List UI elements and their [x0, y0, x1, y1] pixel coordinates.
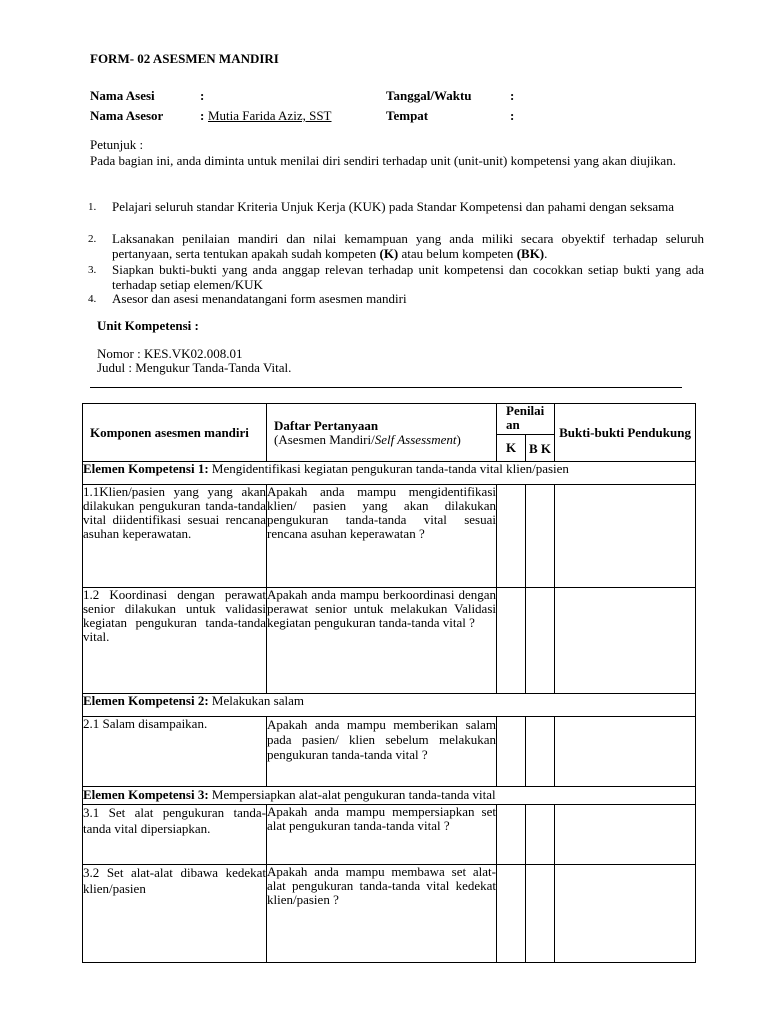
criterion-cell: 2.1 Salam disampaikan.: [83, 717, 267, 787]
unit-kompetensi-label: Unit Kompetensi :: [97, 318, 199, 333]
bukti-cell[interactable]: [555, 717, 696, 787]
table-row: [83, 588, 696, 694]
bk-checkbox-cell[interactable]: [526, 485, 555, 588]
question-cell: Apakah anda mampu berkoordinasi dengan perawat senior untuk melakukan Validasi kegiatan pengukuran tanda-tanda vital ?: [267, 588, 497, 694]
bk-checkbox-cell[interactable]: [526, 865, 555, 963]
element-label: Elemen Kompetensi 3:: [83, 787, 209, 802]
petunjuk-label: Petunjuk :: [90, 137, 144, 152]
table-row: [83, 717, 696, 787]
header-daftar-sub-b: ): [456, 431, 461, 447]
divider-line: [90, 387, 682, 388]
header-daftar-sub-italic: Self Assessment: [374, 431, 457, 447]
header-komponen: Komponen asesmen mandiri: [83, 404, 267, 462]
bukti-cell[interactable]: [555, 485, 696, 588]
nama-asesor-value[interactable]: Mutia Farida Aziz, SST: [208, 108, 332, 123]
table-row: [83, 865, 696, 963]
header-daftar-sub-a: (Asesmen Mandiri/: [274, 431, 375, 447]
bk-checkbox-cell[interactable]: [526, 588, 555, 694]
tanggal-label: Tanggal/Waktu: [386, 88, 472, 103]
k-checkbox-cell[interactable]: [497, 717, 526, 787]
header-bk: B K: [526, 435, 555, 462]
k-checkbox-cell[interactable]: [497, 588, 526, 694]
nama-asesi-colon: :: [200, 88, 205, 103]
tempat-colon: :: [510, 108, 515, 123]
instruction-text: [112, 231, 704, 261]
element-label: Elemen Kompetensi 2:: [83, 693, 209, 708]
nama-asesor-colon: :: [200, 108, 205, 123]
instruction-number: 2.: [88, 233, 97, 245]
criterion-cell: 3.1 Set alat pengukuran tanda-tanda vital dipersiapkan.: [83, 805, 267, 865]
table-row: [83, 485, 696, 588]
table-header-row: [83, 404, 696, 435]
element-row: [83, 462, 696, 485]
element-title: [83, 694, 696, 717]
question-cell: Apakah anda mampu membawa set alat-alat pengukuran tanda-tanda vital kedekat klien/pasien ?: [267, 865, 497, 963]
bk-checkbox-cell[interactable]: [526, 805, 555, 865]
bk-checkbox-cell[interactable]: [526, 717, 555, 787]
question-cell: Apakah anda mampu mempersiapkan set alat pengukuran tanda-tanda vital ?: [267, 805, 497, 865]
element-text: Mengidentifikasi kegiatan pengukuran tanda-tanda vital klien/pasien: [208, 461, 569, 476]
instruction-text-part: .: [544, 246, 548, 261]
element-text: Mempersiapkan alat-alat pengukuran tanda-tanda vital: [208, 787, 496, 802]
nama-asesi-label: Nama Asesi: [90, 88, 155, 103]
belum-kompeten-code: (BK): [516, 246, 545, 261]
unit-judul: Judul : Mengukur Tanda-Tanda Vital.: [97, 360, 292, 375]
instruction-text: Pelajari seluruh standar Kriteria Unjuk Kerja (KUK) pada Standar Kompetensi dan pahami dengan seksama: [112, 199, 675, 214]
instruction-number: 1.: [88, 201, 97, 213]
header-bukti: Bukti-bukti Pendukung: [555, 404, 696, 462]
table-row: [83, 805, 696, 865]
bukti-cell[interactable]: [555, 588, 696, 694]
bukti-cell[interactable]: [555, 805, 696, 865]
unit-nomor: Nomor : KES.VK02.008.01: [97, 346, 243, 361]
element-title: [83, 787, 696, 805]
header-k: K: [497, 435, 526, 462]
assessment-table: [82, 403, 696, 963]
instruction-text-part: Laksanakan penilaian mandiri dan nilai kemampuan yang anda miliki secara obyektif terhadap seluruh pertanyaan, serta tentukan apakah sudah kompeten: [112, 231, 704, 261]
element-title: [83, 462, 696, 485]
nama-asesor-label: Nama Asesor: [90, 108, 164, 123]
instruction-text: Siapkan bukti-bukti yang anda anggap relevan terhadap unit kompetensi dan cocokkan setiap bukti yang ada terhadap setiap elemen/KUK: [112, 262, 704, 292]
instruction-text: Asesor dan asesi menandatangani form asesmen mandiri: [112, 291, 407, 306]
bukti-cell[interactable]: [555, 865, 696, 963]
element-text: Melakukan salam: [208, 693, 304, 708]
element-label: Elemen Kompetensi 1:: [83, 461, 209, 476]
criterion-cell: 1.1Klien/pasien yang yang akan dilakukan pengukuran tanda-tanda vital diidentifikasi sesuai rencana asuhan keperawatan.: [83, 485, 267, 588]
k-checkbox-cell[interactable]: [497, 805, 526, 865]
kompeten-code: (K): [379, 246, 399, 261]
criterion-cell: 1.2 Koordinasi dengan perawat senior dilakukan untuk validasi kegiatan pengukuran tanda-tanda vital.: [83, 588, 267, 694]
instruction-number: 3.: [88, 264, 97, 276]
header-daftar-pertanyaan: [267, 404, 497, 462]
element-row: [83, 787, 696, 805]
k-checkbox-cell[interactable]: [497, 865, 526, 963]
header-penilaian: Penilai an: [497, 404, 555, 435]
question-cell: Apakah anda mampu mengidentifikasi klien/ pasien yang akan dilakukan pengukuran tanda-tanda vital sesuai rencana asuhan keperawatan ?: [267, 485, 497, 588]
criterion-cell: 3.2 Set alat-alat dibawa kedekat klien/pasien: [83, 865, 267, 963]
instruction-text-part: atau belum kompeten: [398, 246, 517, 261]
header-daftar-sub: [274, 433, 496, 447]
form-title: FORM- 02 ASESMEN MANDIRI: [90, 51, 279, 66]
k-checkbox-cell[interactable]: [497, 485, 526, 588]
instruction-number: 4.: [88, 293, 97, 305]
question-cell: Apakah anda mampu memberikan salam pada pasien/ klien sebelum melakukan pengukuran tanda-tanda vital ?: [267, 717, 497, 787]
petunjuk-text: Pada bagian ini, anda diminta untuk menilai diri sendiri terhadap unit (unit-unit) kompetensi yang akan diujikan.: [90, 153, 676, 168]
header-daftar-title: Daftar Pertanyaan: [274, 417, 379, 433]
tanggal-colon: :: [510, 88, 515, 103]
tempat-label: Tempat: [386, 108, 429, 123]
element-row: [83, 694, 696, 717]
